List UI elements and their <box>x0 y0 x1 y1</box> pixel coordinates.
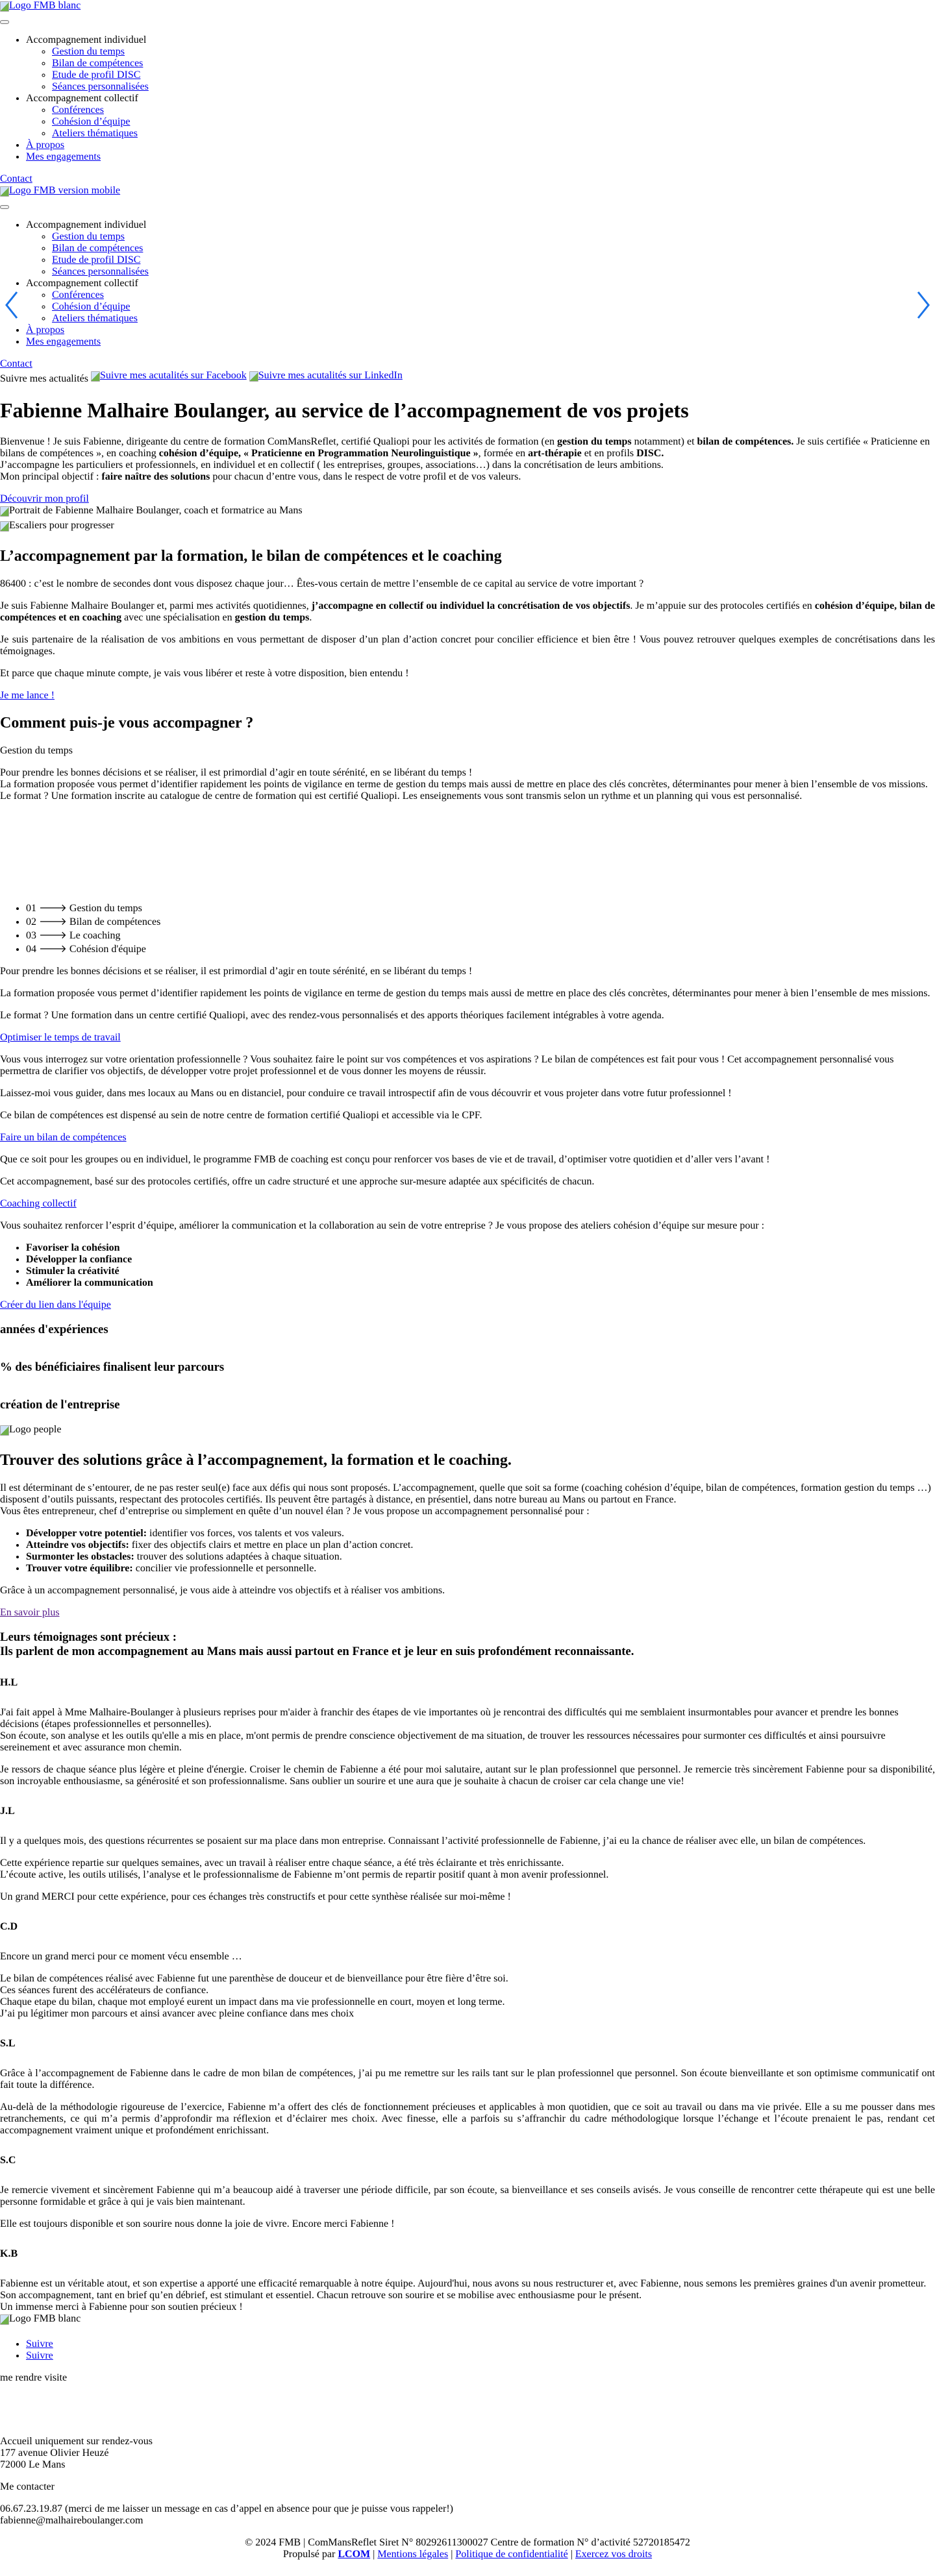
cohesion-list <box>0 1242 935 1289</box>
testimonial <box>0 2155 935 2230</box>
nav-label: Accompagnement individuel <box>26 34 147 45</box>
bold-text: cohésion d’équipe, « Praticienne en Programmation Neurolinguistique » <box>158 448 479 459</box>
logo-alt: Logo FMB blanc <box>9 0 81 11</box>
nav-disc[interactable]: Etude de profil DISC <box>52 254 141 265</box>
linkedin-link[interactable] <box>249 370 403 382</box>
discover-profile-link[interactable]: Découvrir mon profil <box>0 493 89 504</box>
broken-image-icon <box>0 506 9 517</box>
testimonial-author: S.C <box>0 2155 16 2166</box>
testimonial-text <box>0 2218 935 2230</box>
solutions-intro <box>0 1482 935 1517</box>
text: . Je m’appuie sur des protocoles certifiés en <box>630 600 815 611</box>
text: Il y a quelques mois, des questions récurrentes se posaient sur ma place dans mon entreprise. Connaissant l’activité professionnelle de Fabienne, j’ai eu la chance de réaliser avec elle, un bilan de compétences. <box>0 1835 866 1846</box>
carousel-next-button[interactable] <box>916 291 931 319</box>
nav-engagements[interactable]: Mes engagements <box>26 151 101 162</box>
about-section <box>0 548 935 702</box>
tab-coaching[interactable]: • 03 🡒 Le coaching <box>26 928 935 942</box>
bold-text: gestion du temps <box>556 436 632 447</box>
testimonial-text <box>0 2102 935 2137</box>
nav-item-individuel[interactable] <box>26 219 935 278</box>
testimonial-text <box>0 1951 935 1963</box>
mobile-menu-toggle-button[interactable] <box>0 205 9 209</box>
bold-text: art-thérapie <box>528 448 582 459</box>
nav-ateliers[interactable]: Ateliers thématiques <box>52 313 138 324</box>
solutions-list <box>0 1528 935 1575</box>
legal-notice-link[interactable]: Mentions légales <box>377 2549 449 2560</box>
bilan-p2: Laissez-moi vous guider, dans mes locaux au Mans ou en distanciel, pour conduire ce travail introspectif afin de vous découvrir et vous projeter dans votre futur professionnel ! <box>0 1088 732 1099</box>
nav-label: Accompagnement individuel <box>26 219 147 230</box>
nav-gestion-temps[interactable]: Gestion du temps <box>52 231 125 242</box>
menu-toggle-button[interactable] <box>0 20 9 24</box>
visit-title: me rendre visite <box>0 2372 68 2383</box>
text: . <box>309 612 312 623</box>
logo-link[interactable] <box>0 0 81 12</box>
copyright: © 2024 FMB | ComMansReflet Siret N° 80292611300027 Centre de formation N° d’activité 52720185472 <box>245 2537 690 2548</box>
testimonials-title <box>0 1630 935 1659</box>
testimonial-author: K.B <box>0 2248 18 2259</box>
bilan-p1: Vous vous interrogez sur votre orientation professionnelle ? Vous souhaitez faire le point sur vos compétences et vos aspirations ? Le bilan de compétences est fait pour vous ! Cet accompagnement personnalisé vous permettra de clarifier vos objectifs, de développer votre projet professionnel et de vous donner les moyens de réussir. <box>0 1054 894 1077</box>
text: , formée en <box>478 448 529 459</box>
item-bold: Développer votre potentiel: <box>26 1528 147 1539</box>
time-p1: Pour prendre les bonnes décisions et se réaliser, il est primordial d’agir en toute sérénité, en se libérant du temps ! <box>0 966 473 977</box>
cohesion-item: Favoriser la cohésion <box>26 1242 120 1253</box>
bilan-link[interactable]: Faire un bilan de compétences <box>0 1132 127 1143</box>
item-bold: Surmonter les obstacles: <box>26 1551 134 1562</box>
portrait-image <box>0 505 303 517</box>
page-title: Fabienne Malhaire Boulanger, au service de l’accompagnement de vos projets <box>0 399 689 422</box>
mobile-logo-alt: Logo FMB version mobile <box>9 185 121 196</box>
text: Bienvenue ! Je suis Fabienne, dirigeante du centre de formation ComMansReflet, certifié Qualiopi pour les activités de formation (en <box>0 436 557 447</box>
about-p3: Je suis partenaire de la réalisation de vos ambitions en vous permettant de disposer d’un plan d’action concret pour concilier efficience et bien être ! Vous pouvez retrouver quelques exemples de concrétisations dans les témoignages. <box>0 634 935 657</box>
stairs-alt: Escaliers pour progresser <box>9 520 114 531</box>
broken-image-icon <box>0 1425 9 1436</box>
broken-image-icon <box>0 521 9 532</box>
cohesion-item: Stimuler la créativité <box>26 1266 119 1277</box>
lcom-link[interactable] <box>338 2549 370 2560</box>
testimonial-text <box>0 2068 935 2091</box>
text: et en profils <box>581 448 637 459</box>
testimonial <box>0 1806 935 1903</box>
phone: 06.67.23.19.87 (merci de me laisser un message en cas d’appel en absence pour que je puisse vous rappeler!) <box>0 2503 453 2514</box>
testimonial-text <box>0 2185 935 2208</box>
coaching-link[interactable]: Coaching collectif <box>0 1198 77 1209</box>
testimonials-list <box>0 1677 935 2313</box>
nav-apropos[interactable]: À propos <box>26 325 65 336</box>
nav-ateliers[interactable]: Ateliers thématiques <box>52 128 138 139</box>
nav-label: Accompagnement collectif <box>26 93 138 104</box>
linkedin-alt: Suivre mes acutalités sur LinkedIn <box>258 370 403 381</box>
nav-seances[interactable]: Séances personnalisées <box>52 81 149 92</box>
text: Cette expérience repartie sur quelques semaines, avec un travail à réaliser entre chaque séance, a été très éclairante et très enrichissante. <box>0 1858 564 1869</box>
solutions-section <box>0 1424 935 1619</box>
services-section <box>0 715 935 1311</box>
footer-logo-alt: Logo FMB blanc <box>9 2313 81 2324</box>
broken-image-icon <box>0 1 9 12</box>
testimonial <box>0 2248 935 2313</box>
tab-bilan[interactable]: • 02 🡒 Bilan de compétences <box>26 914 935 928</box>
cohesion-p1: Vous souhaitez renforcer l’esprit d’équipe, améliorer la communication et la collaboration au sein de votre entreprise ? Je vous propose des ateliers cohésion d’équipe sur mesure pour : <box>0 1220 765 1231</box>
nav-gestion-temps[interactable]: Gestion du temps <box>52 46 125 57</box>
carousel-prev-button[interactable] <box>4 291 19 319</box>
testimonial-author: H.L <box>0 1677 18 1688</box>
nav-conferences[interactable]: Conférences <box>52 289 104 301</box>
bold-text: j’accompagne en collectif ou individuel la concrétisation de vos objectifs <box>311 600 630 611</box>
item-text: trouver des solutions adaptées à chaque situation. <box>134 1551 342 1562</box>
testimonial-text <box>0 1707 935 1754</box>
solutions-outro: Grâce à un accompagnement personnalisé, je vous aide à atteindre vos objectifs et à réaliser vos ambitions. <box>0 1585 445 1596</box>
people-logo-alt: Logo people <box>9 1424 62 1435</box>
text: Mon principal objectif : <box>0 471 102 482</box>
slide-text <box>0 767 935 802</box>
address-line: 72000 Le Mans <box>0 2459 66 2470</box>
about-p4: Et parce que chaque minute compte, je vais vous libérer et reste à votre disposition, bien entendu ! <box>0 668 409 679</box>
nav-conferences[interactable]: Conférences <box>52 104 104 116</box>
slide-title: Gestion du temps <box>0 745 73 756</box>
powered-by: Propulsé par <box>282 2549 338 2560</box>
text: J’ai pu légitimer mon parcours et ainsi avancer avec pleine confiance dans mes choix <box>0 2008 355 2019</box>
nav-cohesion[interactable]: Cohésion d’équipe <box>52 116 131 127</box>
text: Je ressors de chaque séance plus légère et pleine d'énergie. Croiser le chemin de Fabienne a été pour moi salutaire, autant sur le plan professionnel que personnel. Je remercie très sincèrement Fabienne pour sa disponibilité, son incroyable enthousiasme, sa générosité et son professionnalisme. Sans oublier un sourire et une aura que je souhaite à chacun de croiser car cela change une vie! <box>0 1764 935 1787</box>
testimonial-author: C.D <box>0 1921 18 1932</box>
bold-text: faire naître des solutions <box>101 471 210 482</box>
site-footer <box>0 2313 935 2576</box>
mobile-contact-link[interactable]: Contact <box>0 358 32 369</box>
hero-section <box>0 399 935 535</box>
lcom-label: LCOM <box>338 2549 371 2560</box>
testimonial-author: S.L <box>0 2038 16 2049</box>
broken-image-icon <box>0 186 9 197</box>
nav-item-collectif[interactable] <box>26 93 935 140</box>
footer-social <box>0 2338 935 2362</box>
nav-item-collectif[interactable] <box>26 278 935 325</box>
item-text: concilier vie professionnelle et personnelle. <box>132 1563 317 1574</box>
privacy-link[interactable]: Politique de confidentialité <box>455 2549 568 2560</box>
stat-years: années d'expériences <box>0 1323 108 1336</box>
text: Pour prendre les bonnes décisions et se réaliser, il est primordial d’agir en toute sérénité, en se libérant du temps ! <box>0 767 473 778</box>
testimonial-author: J.L <box>0 1806 15 1817</box>
text: L’écoute active, les outils utilisés, l’analyse et le professionnalisme de Fabienne m’ont permis de repartir positif quant à mon avenir professionnel. <box>0 1869 609 1880</box>
text: Je remercie vivement et sincèrement Fabienne qui m’a beaucoup aidé à traverser une période difficile, par son écoute, sa bienveillance et ses conseils avisés. Je vous conseille de rencontrer cette thérapeute qui est une belle personne formidable et grâce à qui je vais bien maintenant. <box>0 2185 935 2207</box>
about-title: L’accompagnement par la formation, le bilan de compétences et le coaching <box>0 548 502 565</box>
text: Elle est toujours disponible et son sourire nous donne la joie de vivre. Encore merci Fabienne ! <box>0 2218 395 2229</box>
address-line: Accueil uniquement sur rendez-vous <box>0 2436 153 2447</box>
chevron-left-icon <box>4 291 19 319</box>
nav-cohesion[interactable]: Cohésion d’équipe <box>52 301 131 312</box>
social-link-linkedin[interactable]: Suivre <box>26 2350 53 2361</box>
text: Le format ? Une formation inscrite au catalogue de centre de formation qui est certifié Qualiopi. Les enseignements vous sont transmis selon un rythme et un planning qui vous est personnalisé. <box>0 791 803 802</box>
hero-intro <box>0 436 935 483</box>
cohesion-item: Développer la confiance <box>26 1254 132 1265</box>
chevron-right-icon <box>916 291 931 319</box>
about-p2 <box>0 600 935 624</box>
text: avec une spécialisation en <box>121 612 235 623</box>
main-content <box>0 399 935 2313</box>
text: pour chacun d’entre vous, dans le respect de votre profil et de vos valeurs. <box>210 471 521 482</box>
nav-bilan[interactable]: Bilan de compétences <box>52 58 143 69</box>
text: Fabienne est un véritable atout, et son expertise a apporté une efficacité remarquable à notre équipe. Aujourd'hui, nous avons su nous restructurer et, avec Fabienne, nous semons les premières graines d'un avenir prometteur. <box>0 2278 927 2289</box>
text: J’accompagne les particuliers et professionnels, en individuel et en collectif ( les entreprises, groupes, associations…) dans la concrétisation de leurs ambitions. <box>0 460 664 471</box>
text: Je suis Fabienne Malhaire Boulanger et, parmi mes activités quotidiennes, <box>0 600 312 611</box>
bold-text: DISC. <box>636 448 664 459</box>
stairs-image <box>0 520 114 532</box>
item-text: identifier vos forces, vos talents et vos valeurs. <box>147 1528 344 1539</box>
main-nav <box>0 34 935 163</box>
services-title: Comment puis-je vous accompagner ? <box>0 715 254 731</box>
cohesion-item: Améliorer la communication <box>26 1277 153 1288</box>
bold-text: gestion du temps <box>234 612 310 623</box>
stat-completion: % des bénéficiaires finalisent leur parcours <box>0 1360 225 1374</box>
text: Je suis certifiée « Praticienne en bilans de compétences », en coaching <box>0 436 930 459</box>
testimonial-text <box>0 2278 935 2313</box>
time-p2: La formation proposée vous permet d’identifier rapidement les points de vigilance en terme de gestion du temps mais aussi de mettre en place des clés concrètes, déterminantes pour mener à bien l’ensemble de mes missions. <box>0 988 930 999</box>
nav-label: Accompagnement collectif <box>26 278 138 289</box>
legal-bar: © 2024 FMB | ComMansReflet Siret N° 80292611300027 Centre de formation N° d’activité 52720185472 Propulsé par LCOM | Mentions légales | Politique de confidentialité | Exercez vos droits <box>245 2537 690 2560</box>
coaching-p1: Que ce soit pour les groupes ou en individuel, le programme FMB de coaching est conçu pour renforcer vos bases de vie et de travail, d’optimiser votre quotidien et d’aller vers l’avant ! <box>0 1154 770 1165</box>
testimonial-text <box>0 1973 935 2020</box>
text: La formation proposée vous permet d’identifier rapidement les points de vigilance en terme de gestion du temps mais aussi de mettre en place des clés concrètes, déterminantes pour mener à bien l’ensemble de vos missions. <box>0 779 928 790</box>
time-p3: Le format ? Une formation dans un centre certifié Qualiopi, avec des rendez-vous personnalisés et des apports théoriques facilement intégrables à votre agenda. <box>0 1010 664 1021</box>
text: Ces séances furent des accélérateurs de confiance. <box>0 1985 209 1996</box>
social-link-facebook[interactable]: Suivre <box>26 2338 53 2349</box>
people-logo <box>0 1424 61 1436</box>
broken-image-icon <box>0 2314 9 2325</box>
bold-text: cohésion d’équipe, bilan de compétences et en coaching <box>0 600 935 623</box>
stat-creation: création de l'entreprise <box>0 1398 120 1412</box>
text: Le bilan de compétences réalisé avec Fabienne fut une parenthèse de douceur et de bienveillance pour être fière d’être soi. <box>0 1973 508 1984</box>
text: notamment) et <box>631 436 697 447</box>
learn-more-link[interactable]: En savoir plus <box>0 1607 60 1618</box>
text: Encore un grand merci pour ce moment vécu ensemble … <box>0 1951 242 1962</box>
nav-engagements[interactable]: Mes engagements <box>26 336 101 347</box>
facebook-icon <box>91 371 100 382</box>
testimonial-text <box>0 1835 935 1847</box>
rights-link[interactable]: Exercez vos droits <box>575 2549 653 2560</box>
text: Un grand MERCI pour cette expérience, pour ces échanges très constructifs et pour cette synthèse réalisée sur moi-même ! <box>0 1891 511 1902</box>
mobile-nav <box>0 219 935 348</box>
nav-disc[interactable]: Etude de profil DISC <box>52 69 141 80</box>
linkedin-icon <box>249 371 258 382</box>
start-link[interactable]: Je me lance ! <box>0 690 55 701</box>
text: Il est déterminant de s’entourer, de ne pas rester seul(e) face aux défis qui nous sont proposés. L’accompagnement, quelle que soit sa forme (coaching cohésion d’équipe, bilan de compétences, formation gestion du temps …) disposent d’outils puissants, respectant des protocoles certifiés. Ils peuvent être partagés à distance, en présentiel, dans notre bureau au Mans ou partout en France. <box>0 1482 931 1505</box>
stats-section <box>0 1323 935 1412</box>
text: Son accompagnement, tant en brief qu’en débrief, est stimulant et essentiel. Chacun retrouve son sourire et se mobilise avec enthousiasme pour le présent. <box>0 2290 642 2301</box>
text: Grâce à l’accompagnement de Fabienne dans le cadre de mon bilan de compétences, j’ai pu me remettre sur les rails tant sur le plan professionnel que personnel. Son écoute bienveillante et son optimisme communicatif ont fait toute la différence. <box>0 2068 935 2091</box>
testimonials-section <box>0 1630 935 2313</box>
slide-spacer <box>0 813 935 890</box>
about-p1: 86400 : c’est le nombre de secondes dont vous disposez chaque jour… Êtes-vous certain de mettre l’ensemble de ce capital au service de votre important ? <box>0 578 644 589</box>
item-bold: Atteindre vos objectifs: <box>26 1539 129 1551</box>
site-header <box>0 0 935 385</box>
text: Au-delà de la méthodologie rigoureuse de l’exercice, Fabienne m’a offert des clés de fonctionnement précieuses et applicables à mon quotidien, que ce soit au travail ou dans ma vie privée. Elle a su me pousser dans mes retranchements, ce qui m’a permis d’approfondir ma réflexion et d’éclairer mes choix. Avec finesse, elle a parfois su s’affranchir du cadre méthodologique lorsque l’échange et l’écoute prenaient le pas, rendant cet accompagnement vraiment unique et profondément enrichissant. <box>0 2102 935 2136</box>
nav-bilan[interactable]: Bilan de compétences <box>52 243 143 254</box>
optimize-time-link[interactable]: Optimiser le temps de travail <box>0 1032 121 1043</box>
text: Vous êtes entrepreneur, chef d’entreprise ou simplement en quête d’un nouvel élan ? Je vous propose un accompagnement personnalisé pour : <box>0 1506 590 1517</box>
testimonial <box>0 1677 935 1787</box>
nav-seances[interactable]: Séances personnalisées <box>52 266 149 277</box>
testimonial <box>0 1921 935 2020</box>
facebook-alt: Suivre mes acutalités sur Facebook <box>99 370 247 381</box>
nav-item-individuel[interactable] <box>26 34 935 93</box>
contact-title: Me contacter <box>0 2481 55 2492</box>
contact-link[interactable]: Contact <box>0 173 32 184</box>
item-text: fixer des objectifs clairs et mettre en place un plan d’action concret. <box>129 1539 414 1551</box>
team-link[interactable]: Créer du lien dans l'équipe <box>0 1299 111 1310</box>
nav-apropos[interactable]: À propos <box>26 140 65 151</box>
tab-gestion-temps[interactable]: • 01 🡒 Gestion du temps <box>26 901 935 914</box>
email: fabienne@malhaireboulanger.com <box>0 2515 143 2526</box>
testimonial-text <box>0 1764 935 1787</box>
text: Chaque etape du bilan, chaque mot employé eurent un impact dans ma vie professionnelle en court, moyen et long terme. <box>0 1996 505 2007</box>
contact-info <box>0 2503 935 2527</box>
address <box>0 2436 935 2471</box>
testimonials-title-1: Leurs témoignages sont précieux : <box>0 1630 177 1644</box>
services-tabs <box>0 901 935 955</box>
item-bold: Trouver votre équilibre: <box>26 1563 133 1574</box>
mobile-logo-link[interactable] <box>0 185 120 197</box>
follow-label: Suivre mes actualités <box>0 373 88 384</box>
address-line: 177 avenue Olivier Heuzé <box>0 2447 109 2459</box>
text: Son écoute, son analyse et les outils qu'elle a mis en place, m'ont permis de prendre conscience objectivement de ma situation, de trouver les ressources nécessaires pour surmonter ces difficultés et ainsi poursuivre sereinement et avec assurance mon chemin. <box>0 1730 886 1753</box>
text: J'ai fait appel à Mme Malhaire-Boulanger à plusieurs reprises pour m'aider à franchir des étapes de vie importantes où je rencontrai des difficultés qui me semblaient insurmontables pour avancer et prendre les bonnes décisions (étapes professionnelles et personnelles). <box>0 1707 899 1730</box>
testimonials-title-2: Ils parlent de mon accompagnement au Mans mais aussi partout en France et je leur en suis profondément reconnaissante. <box>0 1645 634 1658</box>
facebook-link[interactable] <box>91 370 247 382</box>
bold-text: bilan de compétences. <box>697 436 794 447</box>
portrait-alt: Portrait de Fabienne Malhaire Boulanger, coach et formatrice au Mans <box>9 505 303 516</box>
coaching-p2: Cet accompagnement, basé sur des protocoles certifiés, offre un cadre structuré et une approche sur-mesure adaptée aux spécificités de chacun. <box>0 1176 595 1187</box>
text: Un immense merci à Fabienne pour son soutien précieux ! <box>0 2301 243 2312</box>
testimonial <box>0 2038 935 2137</box>
bilan-p3: Ce bilan de compétences est dispensé au sein de notre centre de formation certifié Qualiopi et accessible via le CPF. <box>0 1110 482 1121</box>
testimonial-text <box>0 1858 935 1881</box>
solutions-title: Trouver des solutions grâce à l’accompagnement, la formation et le coaching. <box>0 1452 512 1469</box>
footer-logo <box>0 2313 81 2325</box>
tab-cohesion[interactable]: • 04 🡒 Cohésion d'équipe <box>26 942 935 955</box>
testimonial-text <box>0 1891 935 1903</box>
